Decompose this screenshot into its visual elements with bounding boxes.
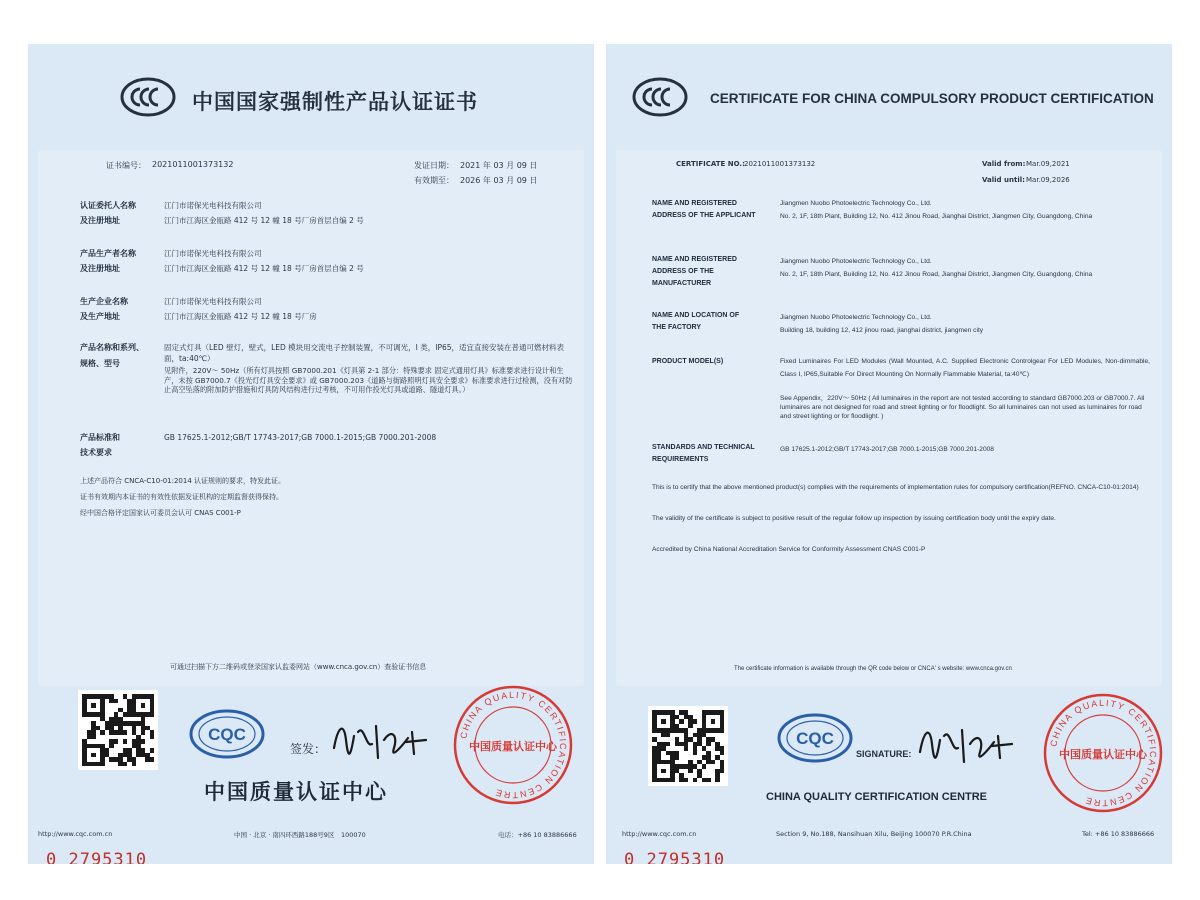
manufacturer-name: Jiangmen Nuobo Photoelectric Technology Co., Ltd. bbox=[780, 258, 932, 265]
issuer-name: CHINA QUALITY CERTIFICATION CENTRE bbox=[766, 791, 988, 803]
manufacturer-name: 江门市诺保光电科技有限公司 bbox=[164, 249, 262, 258]
cert-no-label: 证书编号： bbox=[106, 161, 146, 170]
cqc-logo-text: CQC bbox=[208, 725, 246, 744]
applicant-address: No. 2, 1F, 18th Plant, Building 12, No. 412 Jinou Road, Jianghai District, Jiangmen City, Guangdong, China bbox=[780, 213, 1093, 220]
standards-label-2: 技术要求 bbox=[80, 448, 112, 457]
valid-date-label: 有效期至： bbox=[414, 176, 454, 185]
footer-phone: Tel: +86 10 83886666 bbox=[1082, 830, 1155, 838]
footer-url: http://www.cqc.com.cn bbox=[622, 830, 697, 838]
seal-inner-text: 中国质量认证中心 bbox=[1059, 748, 1147, 761]
factory-name: 江门市诺保光电科技有限公司 bbox=[164, 297, 262, 306]
official-seal-icon bbox=[1042, 692, 1164, 814]
seal-inner-text: 中国质量认证中心 bbox=[469, 740, 557, 753]
valid-from-label: Valid from: bbox=[982, 160, 1026, 168]
cqc-logo-text: CQC bbox=[796, 729, 834, 748]
statement-line-3: 经中国合格评定国家认可委员会认可 CNAS C001-P bbox=[80, 509, 241, 517]
certificate-title: 中国国家强制性产品认证证书 bbox=[192, 90, 478, 114]
certificate-body bbox=[38, 150, 584, 686]
manufacturer-address: No. 2, 1F, 18th Plant, Building 12, No. 412 Jinou Road, Jianghai District, Jiangmen City, Guangdong, China bbox=[780, 271, 1093, 278]
valid-from: Mar.09,2021 bbox=[1026, 160, 1070, 168]
cert-no-label: CERTIFICATE NO.: bbox=[676, 160, 745, 168]
product-description: 固定式灯具（LED 壁灯，壁式，LED 模块用交流电子控制装置，不可调光，I 类，IP65，适宜直接安装在普通可燃材料表面，ta:40℃） bbox=[164, 343, 565, 363]
valid-until: Mar.09,2026 bbox=[1026, 176, 1070, 184]
issue-date: 2021 年 03 月 09 日 bbox=[460, 161, 538, 170]
factory-label: NAME AND LOCATION OF THE FACTORY bbox=[652, 312, 740, 331]
applicant-name: 江门市诺保光电科技有限公司 bbox=[164, 201, 262, 210]
official-seal-icon bbox=[452, 684, 574, 806]
statement-line-1: This is to certify that the above mentioned product(s) complies with the requirements of implementation rules for compulsory certification(REFNO. CNCA-C10-01:2014) bbox=[652, 484, 1139, 491]
cert-no: 2021011001373132 bbox=[152, 160, 234, 169]
signature-icon bbox=[328, 718, 438, 766]
serial-number: 0 2795310 bbox=[624, 850, 726, 864]
standards-value: GB 17625.1-2012;GB/T 17743-2017;GB 7000.1-2015;GB 7000.201-2008 bbox=[164, 433, 437, 442]
statement-line-2: The validity of the certificate is subject to positive result of the regular follow up inspection by issuing certification body until the expiry date. bbox=[652, 515, 1056, 522]
manufacturer-label: NAME AND REGISTERED ADDRESS OF THE MANUFACTURER bbox=[652, 256, 737, 287]
valid-date: 2026 年 03 月 09 日 bbox=[460, 176, 538, 185]
signature-label: SIGNATURE: bbox=[856, 749, 912, 759]
applicant-label: 认证委托人名称 bbox=[80, 201, 136, 210]
standards-label: 产品标准和 bbox=[80, 433, 120, 442]
statement-line-1: 上述产品符合 CNCA-C10-01:2014 认证规则的要求，特发此证。 bbox=[80, 477, 286, 485]
valid-until-label: Valid until: bbox=[982, 176, 1025, 184]
qr-module bbox=[150, 762, 155, 767]
signature-label: 签发： bbox=[290, 742, 327, 756]
factory-address: 江门市江海区金瓯路 412 号 12 幢 18 号厂房 bbox=[164, 312, 317, 321]
product-description: Fixed Luminaires For LED Modules (Wall Mounted, A.C. Supplied Electronic Controlgear For LED Modules, Non-dimmable, Class Ⅰ, IP65,Suitable For Direct Mounting On Normally Flammable Material, ta:40℃) bbox=[780, 358, 1150, 378]
product-description-notes: See Appendix，220V～ 50Hz ( All luminaires in the report are not tested according to standard GB7000.203 or GB7000.7. All luminaires are not designed for road and street lighting or for floodlight. So all luminaires can not used as luminaires for road and street lighting or for floodlight. ) bbox=[780, 395, 1145, 420]
manufacturer-label-2: 及注册地址 bbox=[80, 264, 120, 273]
certificate-english bbox=[606, 44, 1172, 864]
qr-module bbox=[720, 778, 725, 783]
footer-address: 中国 · 北京 · 南四环西路188号9区 100070 bbox=[234, 831, 366, 839]
certificate-title: CERTIFICATE FOR CHINA COMPULSORY PRODUCT CERTIFICATION bbox=[710, 91, 1154, 106]
applicant-address: 江门市江海区金瓯路 412 号 12 幢 18 号厂房首层自编 2 号 bbox=[164, 216, 364, 225]
issuer-name: 中国质量认证中心 bbox=[204, 780, 388, 804]
standards-label: STANDARDS AND TECHNICAL REQUIREMENTS bbox=[652, 444, 755, 463]
product-label: PRODUCT MODEL(S) bbox=[652, 358, 724, 365]
footer-address: Section 9, No.188, Nansihuan Xilu, Beijing 100070 P.R.China bbox=[776, 830, 972, 838]
seal-outer-text: CHINA QUALITY CERTIFICATION CENTRE bbox=[458, 689, 569, 801]
issue-date-label: 发证日期： bbox=[414, 161, 454, 170]
qr-code[interactable] bbox=[648, 706, 728, 786]
certificate-body bbox=[616, 150, 1162, 686]
statement-line-2: 证书有效期内本证书的有效性依据发证机构的定期监督获得保持。 bbox=[80, 493, 283, 501]
footer-url: http://www.cqc.com.cn bbox=[38, 830, 113, 838]
certificate-chinese bbox=[28, 44, 594, 864]
ccc-mark-icon bbox=[632, 77, 688, 117]
signature-icon bbox=[914, 722, 1024, 770]
qr-code[interactable] bbox=[78, 690, 158, 770]
qr-pattern bbox=[652, 710, 724, 782]
applicant-label: NAME AND REGISTERED ADDRESS OF THE APPLICANT bbox=[652, 200, 756, 219]
cqc-logo-icon bbox=[188, 708, 266, 760]
product-label: 产品名称和系列、 bbox=[80, 343, 144, 352]
qr-note: The certificate information is available through the QR code below or CNCA' s website: www.cnca.gov.cn bbox=[734, 666, 1012, 672]
manufacturer-label: 产品生产者名称 bbox=[80, 249, 136, 258]
serial-number: 0 2795310 bbox=[46, 850, 148, 864]
seal-outer-text: CHINA QUALITY CERTIFICATION CENTRE bbox=[1048, 697, 1159, 809]
applicant-name: Jiangmen Nuobo Photoelectric Technology Co., Ltd. bbox=[780, 200, 932, 207]
factory-label-2: 及生产地址 bbox=[80, 312, 120, 321]
ccc-mark-icon bbox=[120, 77, 176, 117]
qr-note: 可通过扫描下方二维码或登录国家认监委网站（www.cnca.gov.cn）查验证书信息 bbox=[170, 663, 427, 671]
footer-phone: 电话：+86 10 83886666 bbox=[498, 831, 577, 839]
qr-pattern bbox=[82, 694, 154, 766]
applicant-label-2: 及注册地址 bbox=[80, 216, 120, 225]
cert-no: 2021011001373132 bbox=[744, 160, 816, 168]
cqc-logo-icon bbox=[776, 712, 854, 764]
manufacturer-address: 江门市江海区金瓯路 412 号 12 幢 18 号厂房首层自编 2 号 bbox=[164, 264, 364, 273]
statement-line-3: Accredited by China National Accreditation Service for Conformity Assessment CNAS C001-P bbox=[652, 546, 926, 553]
standards-value: GB 17625.1-2012;GB/T 17743-2017;GB 7000.1-2015;GB 7000.201-2008 bbox=[780, 446, 994, 453]
factory-name: Jiangmen Nuobo Photoelectric Technology Co., Ltd. bbox=[780, 314, 932, 321]
product-description-notes: 见附件，220V～ 50Hz（所有灯具按照 GB7000.201《灯具第 2-1 部分：特殊要求 固定式通用灯具》标准要求进行设计和生产，未按 GB7000.7《投光灯灯具安全要求》或 GB7000.203《道路与街路照明灯具安全要求》标准要求进行过检测，没有对防止高空坠落的附加防护措施和灯具防风结构进行过考核，不可用作投光灯具或道路、隧道灯具。） bbox=[164, 366, 573, 394]
factory-address: Building 18, building 12, 412 jinou road, jianghai district, jiangmen city bbox=[780, 327, 984, 334]
factory-label: 生产企业名称 bbox=[80, 297, 128, 306]
product-label-2: 规格、型号 bbox=[80, 359, 120, 368]
